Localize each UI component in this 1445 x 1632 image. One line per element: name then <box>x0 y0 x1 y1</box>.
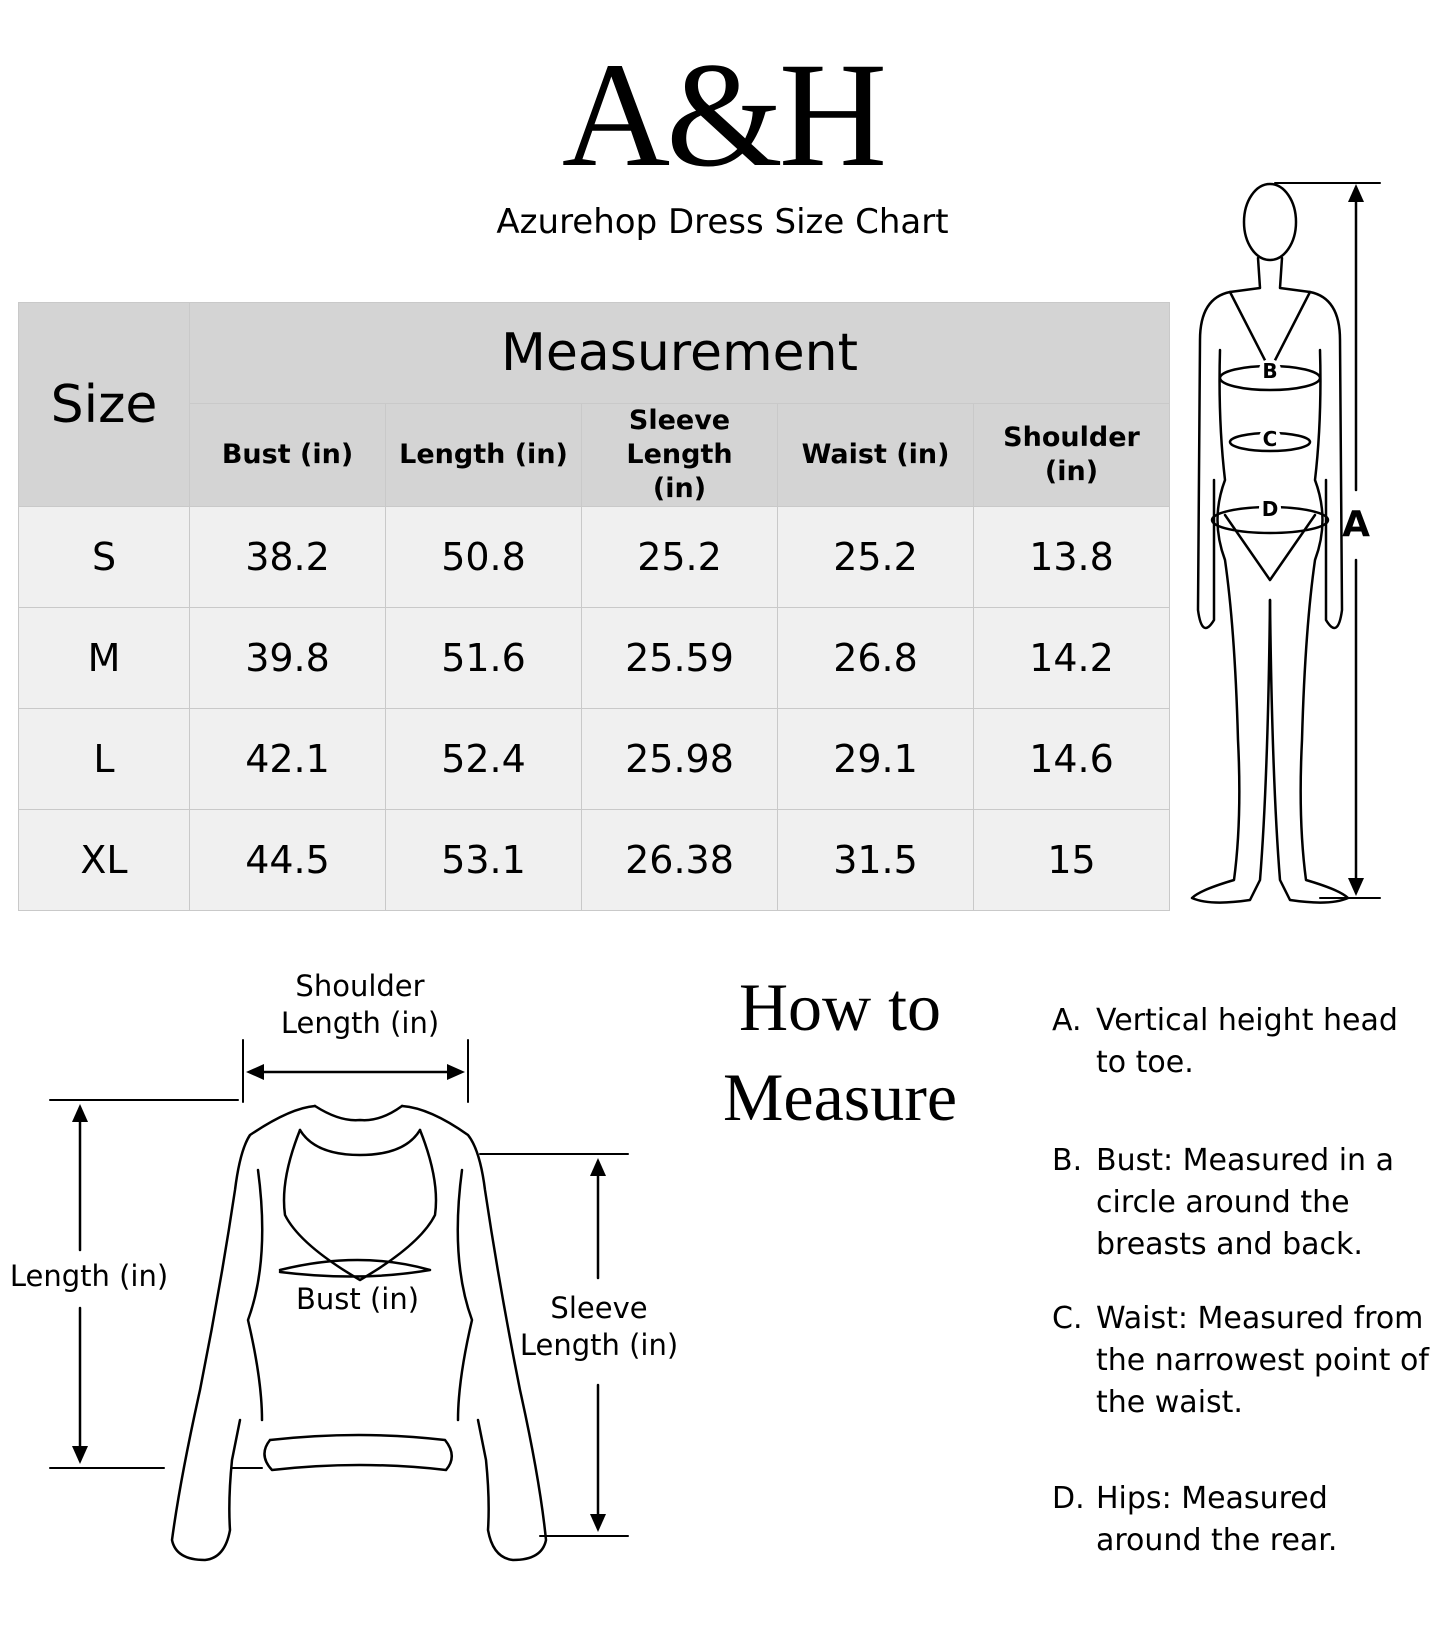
note-c <box>1052 1298 1436 1424</box>
note-b <box>1052 1140 1436 1266</box>
column-header-shoulder: Shoulder (in) <box>974 404 1170 507</box>
table-cell: 14.2 <box>974 608 1170 709</box>
column-header-length: Length (in) <box>386 404 582 507</box>
marker-c: C <box>1262 427 1278 451</box>
table-cell: 51.6 <box>386 608 582 709</box>
column-header-waist: Waist (in) <box>778 404 974 507</box>
body-figure-illustration <box>1180 180 1440 940</box>
note-text: Hips: Measured around the rear. <box>1096 1481 1338 1558</box>
table-cell: 38.2 <box>190 507 386 608</box>
note-text: Bust: Measured in a circle around the breasts and back. <box>1096 1143 1394 1262</box>
note-letter: A. <box>1052 1003 1082 1038</box>
how-to-measure-heading <box>690 962 990 1142</box>
table-cell: 39.8 <box>190 608 386 709</box>
table-cell: 44.5 <box>190 810 386 911</box>
brand-logo: A&H <box>561 32 884 198</box>
size-chart-table <box>18 302 1170 911</box>
note-text: Waist: Measured from the narrowest point of the waist. <box>1096 1301 1429 1420</box>
column-header-bust: Bust (in) <box>190 404 386 507</box>
sleeve-label-line-1: Sleeve <box>550 1291 648 1325</box>
note-letter: B. <box>1052 1143 1083 1178</box>
size-cell: XL <box>19 810 190 911</box>
table-cell: 15 <box>974 810 1170 911</box>
shoulder-length-label <box>260 968 460 1042</box>
size-cell: S <box>19 507 190 608</box>
table-cell: 50.8 <box>386 507 582 608</box>
note-letter: C. <box>1052 1301 1083 1336</box>
how-to-line-2: Measure <box>722 1059 958 1135</box>
marker-a: A <box>1342 504 1370 545</box>
length-label: Length (in) <box>9 1259 169 1293</box>
table-cell: 26.8 <box>778 608 974 709</box>
table-cell: 25.98 <box>582 709 778 810</box>
note-d <box>1052 1478 1436 1562</box>
table-cell: 53.1 <box>386 810 582 911</box>
page-title: Azurehop Dress Size Chart <box>496 202 949 242</box>
table-cell: 29.1 <box>778 709 974 810</box>
note-letter: D. <box>1052 1481 1085 1516</box>
marker-b: B <box>1262 359 1278 383</box>
size-column-header: Size <box>19 303 190 507</box>
table-row <box>19 507 1170 608</box>
table-cell: 42.1 <box>190 709 386 810</box>
table-cell: 52.4 <box>386 709 582 810</box>
table-cell: 31.5 <box>778 810 974 911</box>
table-cell: 25.59 <box>582 608 778 709</box>
table-row <box>19 810 1170 911</box>
sleeve-label-line-2: Length (in) <box>519 1328 679 1362</box>
table-cell: 14.6 <box>974 709 1170 810</box>
shoulder-label-line-1: Shoulder <box>295 969 425 1003</box>
bust-label: Bust (in) <box>295 1282 420 1316</box>
table-row <box>19 608 1170 709</box>
note-text: Vertical height head to toe. <box>1096 1003 1398 1080</box>
sleeve-length-label <box>516 1290 682 1364</box>
shoulder-label-line-2: Length (in) <box>280 1006 440 1040</box>
size-cell: L <box>19 709 190 810</box>
table-cell: 13.8 <box>974 507 1170 608</box>
column-header-sleeve-length: Sleeve Length (in) <box>582 404 778 507</box>
table-cell: 25.2 <box>582 507 778 608</box>
measurement-group-header: Measurement <box>190 303 1170 404</box>
table-cell: 26.38 <box>582 810 778 911</box>
how-to-line-1: How to <box>738 969 942 1045</box>
table-cell: 25.2 <box>778 507 974 608</box>
marker-d: D <box>1261 497 1279 521</box>
size-cell: M <box>19 608 190 709</box>
table-row <box>19 709 1170 810</box>
note-a <box>1052 1000 1436 1084</box>
